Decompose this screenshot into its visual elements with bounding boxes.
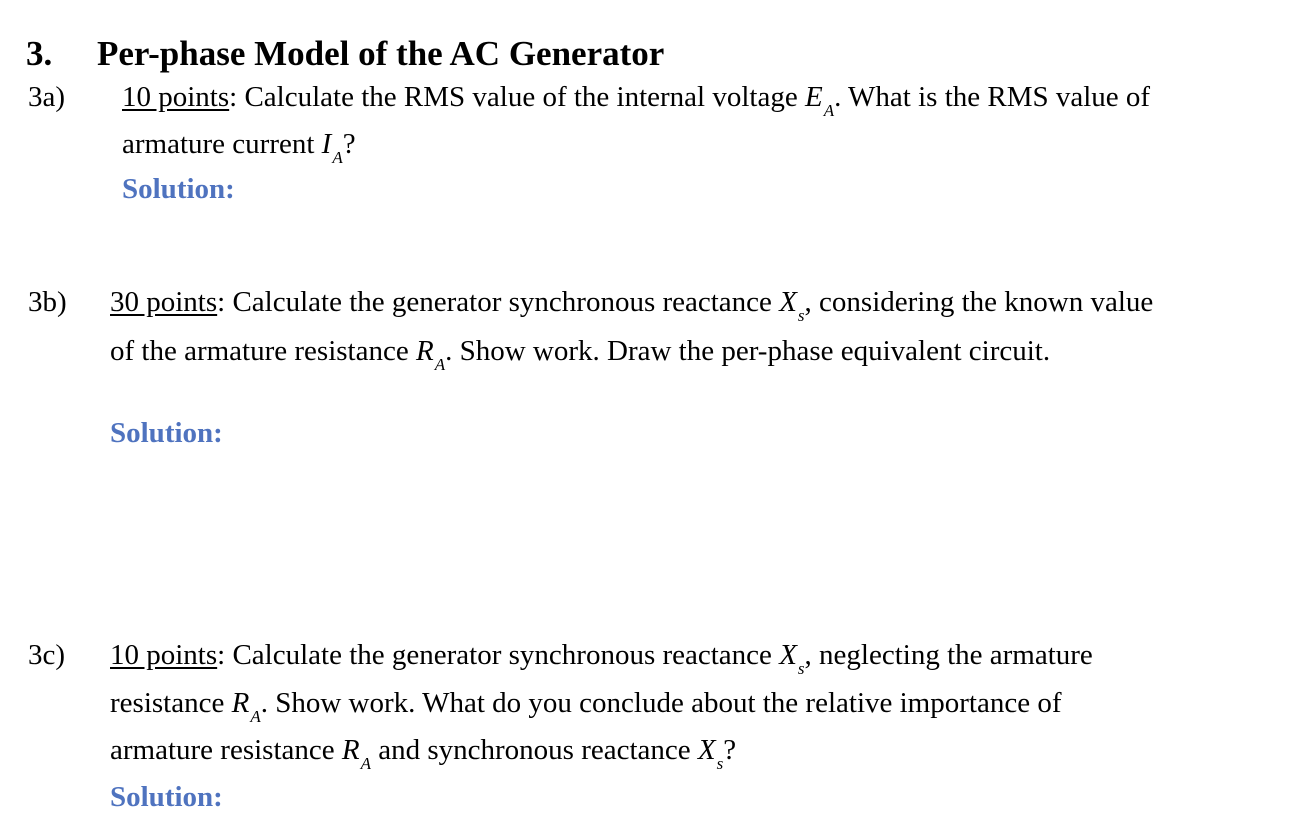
question-3b-text-3: of the armature resistance bbox=[110, 335, 416, 367]
section-number: 3. bbox=[26, 34, 53, 73]
question-3c-text-5: armature resistance bbox=[110, 734, 342, 766]
question-3c-line-1 bbox=[110, 638, 1093, 676]
question-3a-text-3: armature current bbox=[122, 128, 322, 160]
question-3b-line-1 bbox=[110, 285, 1153, 323]
question-3c-text-1: : Calculate the generator synchronous reactance bbox=[217, 639, 780, 671]
question-3a-text-2: . What is the RMS value of bbox=[834, 81, 1151, 113]
question-3a-line-1 bbox=[122, 80, 1150, 118]
question-3b-text-4: . Show work. Draw the per-phase equivalent circuit. bbox=[445, 335, 1051, 367]
question-3c-label: 3c) bbox=[28, 639, 66, 671]
question-3b-solution-label: Solution: bbox=[110, 417, 223, 449]
question-3a-text-4: ? bbox=[342, 128, 356, 160]
variable-R-A: $R_A$ bbox=[341, 734, 371, 773]
variable-X-s: $X_s$ bbox=[779, 639, 805, 678]
question-3b-line-2 bbox=[110, 334, 1050, 372]
question-3c-text-6: and synchronous reactance bbox=[370, 734, 698, 766]
question-3a-label: 3a) bbox=[28, 81, 66, 113]
question-3a-points: 10 points bbox=[122, 81, 230, 113]
variable-E-A: $E_A$ bbox=[804, 81, 835, 120]
variable-R-A: $R_A$ bbox=[231, 687, 261, 726]
question-3b-text-2: , considering the known value bbox=[804, 286, 1154, 318]
question-3a-line-2 bbox=[122, 127, 356, 165]
section-title: Per-phase Model of the AC Generator bbox=[97, 34, 665, 73]
variable-R-A: $R_A$ bbox=[415, 335, 446, 374]
question-3b-text-1: : Calculate the generator synchronous reactance bbox=[217, 286, 780, 318]
question-3c-text-2: , neglecting the armature bbox=[804, 639, 1093, 671]
question-3a-text-1: : Calculate the RMS value of the internal voltage bbox=[229, 81, 805, 113]
question-3c-text-4: . Show work. What do you conclude about the relative importance of bbox=[260, 687, 1062, 719]
question-3c-line-3 bbox=[110, 733, 736, 771]
variable-X-s: $X_s$ bbox=[779, 286, 805, 325]
question-3c-solution-label: Solution: bbox=[110, 781, 223, 813]
question-3c-line-2 bbox=[110, 686, 1061, 724]
question-3b-label: 3b) bbox=[28, 286, 67, 318]
question-3b-points: 30 points bbox=[110, 286, 218, 318]
question-3a-solution-label: Solution: bbox=[122, 173, 235, 205]
question-3c-points: 10 points bbox=[110, 639, 218, 671]
variable-X-s: $X_s$ bbox=[697, 734, 724, 773]
question-3c-text-3: resistance bbox=[110, 687, 232, 719]
question-3c-text-7: ? bbox=[723, 734, 737, 766]
variable-I-A: $I_A$ bbox=[321, 128, 343, 167]
